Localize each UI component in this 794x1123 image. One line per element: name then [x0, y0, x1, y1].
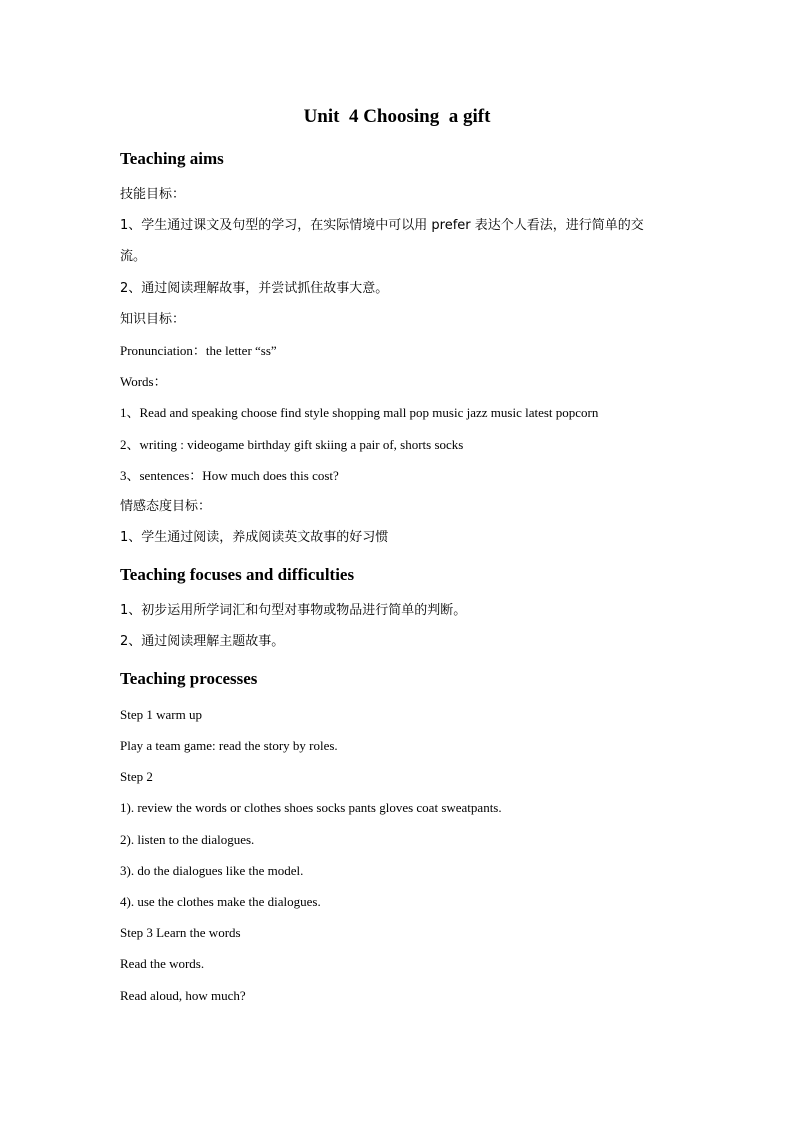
aims-line: 3、sentences：How much does this cost?: [120, 468, 339, 483]
aims-line: 1、Read and speaking choose find style shopping mall pop music jazz music latest popcorn: [120, 405, 599, 420]
aims-line: Pronunciation：the letter “ss”: [120, 343, 277, 358]
focuses-line: 2、通过阅读理解主题故事。: [120, 634, 285, 649]
processes-line: Step 3 Learn the words: [120, 925, 241, 940]
aims-line: 情感态度目标：: [120, 499, 212, 514]
focuses-line: 1、初步运用所学词汇和句型对事物或物品进行简单的判断。: [120, 603, 467, 618]
aims-line: 知识目标：: [120, 312, 186, 327]
processes-line: 1). review the words or clothes shoes socks pants gloves coat sweatpants.: [120, 800, 502, 815]
processes-line: 4). use the clothes make the dialogues.: [120, 894, 321, 909]
document-title: Unit 4 Choosing a gift: [303, 106, 491, 127]
processes-line: Read aloud, how much?: [120, 988, 246, 1003]
processes-line: Step 2: [120, 769, 153, 784]
aims-line: 2、通过阅读理解故事，并尝试抓住故事大意。: [120, 281, 389, 296]
section-heading-teaching-aims: Teaching aims: [120, 149, 224, 168]
aims-line: Words：: [120, 374, 167, 389]
processes-line: 2). listen to the dialogues.: [120, 832, 255, 847]
aims-line: 1、学生通过课文及句型的学习，在实际情境中可以用 prefer 表达个人看法，进行简单的交: [120, 218, 644, 233]
processes-line: Play a team game: read the story by roles.: [120, 738, 338, 753]
processes-line: 3). do the dialogues like the model.: [120, 863, 304, 878]
section-heading-teaching-processes: Teaching processes: [120, 669, 258, 688]
aims-line: 1、学生通过阅读，养成阅读英文故事的好习惯: [120, 530, 389, 545]
processes-line: Step 1 warm up: [120, 707, 202, 722]
section-heading-teaching-focuses: Teaching focuses and difficulties: [120, 565, 355, 584]
aims-line: 流。: [120, 249, 147, 264]
processes-line: Read the words.: [120, 956, 205, 971]
aims-line: 2、writing : videogame birthday gift skiing a pair of, shorts socks: [120, 437, 464, 452]
aims-line: 技能目标：: [120, 187, 186, 202]
